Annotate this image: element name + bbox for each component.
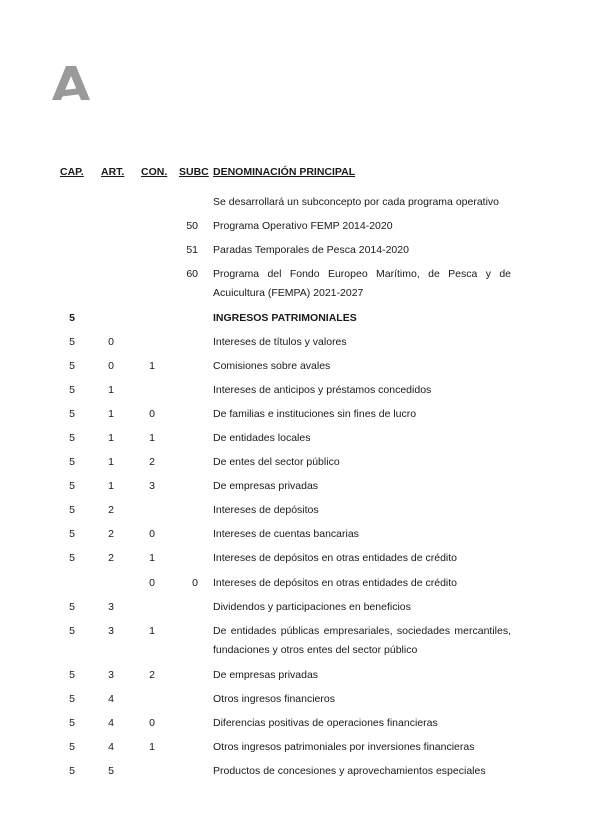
cell-con: 0 <box>149 408 155 420</box>
cell-den: Intereses de depósitos en otras entidades de crédito <box>213 552 457 564</box>
cell-subc: 0 <box>192 577 198 589</box>
cell-art: 4 <box>108 717 114 729</box>
cell-cap: 5 <box>69 717 75 729</box>
cell-cap: 5 <box>69 693 75 705</box>
cell-cap: 5 <box>69 528 75 540</box>
cell-cap: 5 <box>69 360 75 372</box>
cell-con: 0 <box>149 528 155 540</box>
cell-cap: 5 <box>69 336 75 348</box>
cell-cap: 5 <box>69 765 75 777</box>
cell-den: Intereses de depósitos en otras entidades de crédito <box>213 577 457 589</box>
cell-cap: 5 <box>69 384 75 396</box>
cell-subc: 51 <box>186 244 198 256</box>
cell-den: Intereses de cuentas bancarias <box>213 528 359 540</box>
cell-cap: 5 <box>69 312 75 324</box>
cell-con: 2 <box>149 456 155 468</box>
cell-cap: 5 <box>69 669 75 681</box>
cell-art: 1 <box>108 432 114 444</box>
cell-den: Intereses de depósitos <box>213 504 319 516</box>
cell-cap: 5 <box>69 552 75 564</box>
cell-subc: 50 <box>186 220 198 232</box>
cell-cap: 5 <box>69 601 75 613</box>
cell-art: 2 <box>108 504 114 516</box>
cell-cap: 5 <box>69 480 75 492</box>
logo-icon <box>50 66 90 100</box>
cell-cap: 5 <box>69 456 75 468</box>
header-subc: SUBC <box>179 166 209 178</box>
cell-den: De entidades públicas empresariales, sociedades mercantiles, fundaciones y otros entes del sector público <box>213 625 511 656</box>
cell-art: 3 <box>108 601 114 613</box>
cell-den: Programa del Fondo Europeo Marítimo, de Pesca y de Acuicultura (FEMPA) 2021-2027 <box>213 268 511 299</box>
header-art: ART. <box>101 166 125 178</box>
cell-con: 3 <box>149 480 155 492</box>
cell-den: Programa Operativo FEMP 2014-2020 <box>213 220 393 232</box>
cell-den: INGRESOS PATRIMONIALES <box>213 312 357 324</box>
cell-art: 1 <box>108 408 114 420</box>
cell-cap: 5 <box>69 432 75 444</box>
cell-art: 3 <box>108 669 114 681</box>
header-con: CON. <box>141 166 168 178</box>
cell-con: 1 <box>149 741 155 753</box>
cell-den: Otros ingresos patrimoniales por inversiones financieras <box>213 741 475 753</box>
cell-den: De empresas privadas <box>213 480 319 492</box>
cell-art: 4 <box>108 693 114 705</box>
cell-den: De entidades locales <box>213 432 311 444</box>
cell-art: 2 <box>108 528 114 540</box>
cell-den: De entes del sector público <box>213 456 340 468</box>
cell-cap: 5 <box>69 408 75 420</box>
cell-den: De empresas privadas <box>213 669 319 681</box>
cell-con: 1 <box>149 552 155 564</box>
cell-con: 0 <box>149 577 155 589</box>
header-cap: CAP. <box>60 166 84 178</box>
cell-cap: 5 <box>69 741 75 753</box>
cell-den: Paradas Temporales de Pesca 2014-2020 <box>213 244 409 256</box>
cell-art: 4 <box>108 741 114 753</box>
cell-art: 0 <box>108 336 114 348</box>
cell-art: 0 <box>108 360 114 372</box>
cell-den: Se desarrollará un subconcepto por cada programa operativo <box>213 196 500 208</box>
cell-con: 1 <box>149 432 155 444</box>
cell-con: 1 <box>149 625 155 637</box>
cell-art: 5 <box>108 765 114 777</box>
cell-con: 0 <box>149 717 155 729</box>
cell-art: 2 <box>108 552 114 564</box>
cell-den: Otros ingresos financieros <box>213 693 335 705</box>
cell-den: Intereses de títulos y valores <box>213 336 347 348</box>
cell-cap: 5 <box>69 504 75 516</box>
cell-den: Productos de concesiones y aprovechamientos especiales <box>213 765 486 777</box>
cell-den: Intereses de anticipos y préstamos concedidos <box>213 384 432 396</box>
cell-art: 1 <box>108 480 114 492</box>
cell-art: 3 <box>108 625 114 637</box>
header-denominacion: DENOMINACIÓN PRINCIPAL <box>213 166 356 178</box>
cell-den: De familias e instituciones sin fines de lucro <box>213 408 417 420</box>
cell-con: 1 <box>149 360 155 372</box>
cell-art: 1 <box>108 384 114 396</box>
cell-den: Dividendos y participaciones en beneficios <box>213 601 411 613</box>
cell-den: Diferencias positivas de operaciones financieras <box>213 717 438 729</box>
cell-cap: 5 <box>69 625 75 637</box>
cell-den: Comisiones sobre avales <box>213 360 331 372</box>
cell-con: 2 <box>149 669 155 681</box>
cell-subc: 60 <box>186 268 198 280</box>
cell-art: 1 <box>108 456 114 468</box>
